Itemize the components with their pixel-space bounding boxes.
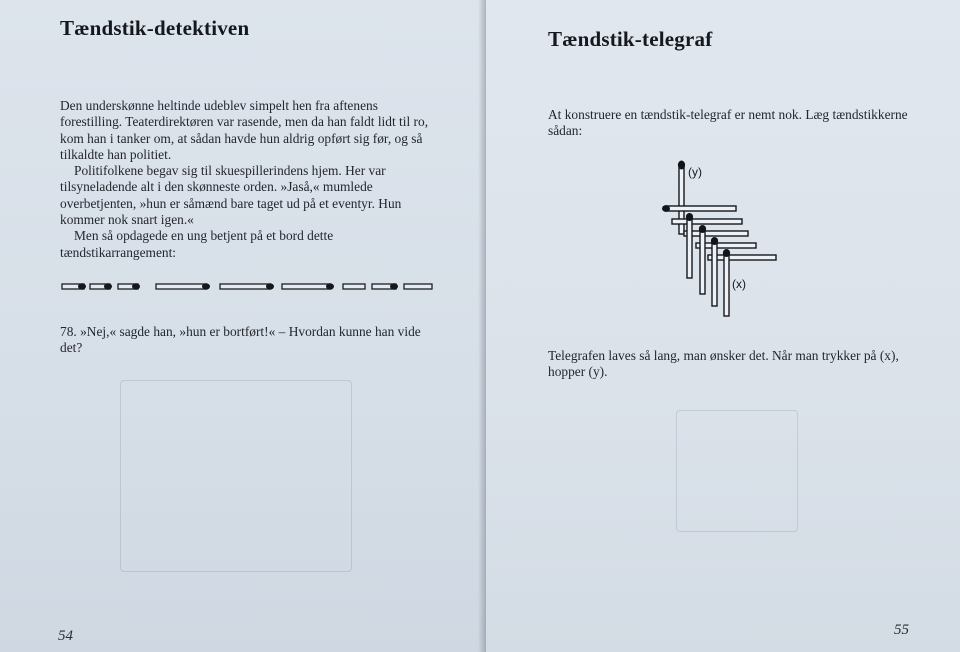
intro-paragraph: At konstruere en tændstik-telegraf er nemt nok. Læg tændstikkerne sådan: xyxy=(548,107,908,139)
match-head xyxy=(78,283,86,289)
match-head xyxy=(266,283,274,289)
match-head xyxy=(686,213,693,221)
match-arrangement-figure xyxy=(60,280,440,294)
match-head xyxy=(678,161,685,170)
label-x: (x) xyxy=(732,277,746,291)
match-stick xyxy=(156,284,206,289)
story-paragraph: Men så opdagede en ung betjent på et bord dette tændstikarrangement: xyxy=(60,228,334,260)
puzzle-question xyxy=(60,324,438,357)
match-head xyxy=(132,283,140,289)
match-head xyxy=(202,283,210,289)
left-page-title: Tændstik-detektiven xyxy=(60,16,250,40)
telegraph-diagram xyxy=(654,158,784,323)
page-number-right: 55 xyxy=(894,622,909,638)
question-text: 78. »Nej,« sagde han, »hun er bortført!« – Hvordan kunne han vide det? xyxy=(60,324,421,356)
match-head xyxy=(699,225,706,233)
match-stick xyxy=(343,284,365,289)
caption-text xyxy=(548,348,928,381)
intro-text xyxy=(548,107,918,140)
match-head xyxy=(662,205,670,212)
match-stick xyxy=(666,206,736,211)
story-text xyxy=(60,98,438,261)
match-stick xyxy=(220,284,270,289)
show-through-image xyxy=(676,410,798,532)
match-head xyxy=(723,249,730,257)
story-paragraph: Politifolkene begav sig til skuespillerindens hjem. Her var tilsyneladende alt i den skønneste orden. »Jaså,« mumlede overbetjenten, »hun er såmænd bare taget ud på et eventyr. Hun kommer nok snart igen.« xyxy=(60,163,402,228)
caption-paragraph: Telegrafen laves så lang, man ønsker det. Når man trykker på (x), hopper (y). xyxy=(548,348,899,380)
match-head xyxy=(104,283,112,289)
match-stick xyxy=(708,255,776,260)
story-paragraph: Den underskønne heltinde udeblev simpelt hen fra aftenens forestilling. Teaterdirektøren var rasende, men da han faldt lidt til ro, kom han i tanker om, at sådan havde hun aldrig opført sig før, og så tilkaldte han politiet. xyxy=(60,98,429,162)
match-stick xyxy=(404,284,432,289)
match-head xyxy=(326,283,334,289)
match-stick xyxy=(687,216,692,278)
match-stick xyxy=(684,231,748,236)
match-stick xyxy=(282,284,330,289)
match-stick xyxy=(712,240,717,306)
match-stick xyxy=(724,252,729,316)
right-page xyxy=(486,0,960,652)
page-number-left: 54 xyxy=(58,628,73,644)
match-stick xyxy=(672,219,742,224)
show-through-image xyxy=(120,380,352,572)
match-head xyxy=(390,283,398,289)
label-y: (y) xyxy=(688,165,702,179)
match-stick xyxy=(700,228,705,294)
right-page-title: Tændstik-telegraf xyxy=(548,27,713,51)
match-head xyxy=(711,237,718,245)
